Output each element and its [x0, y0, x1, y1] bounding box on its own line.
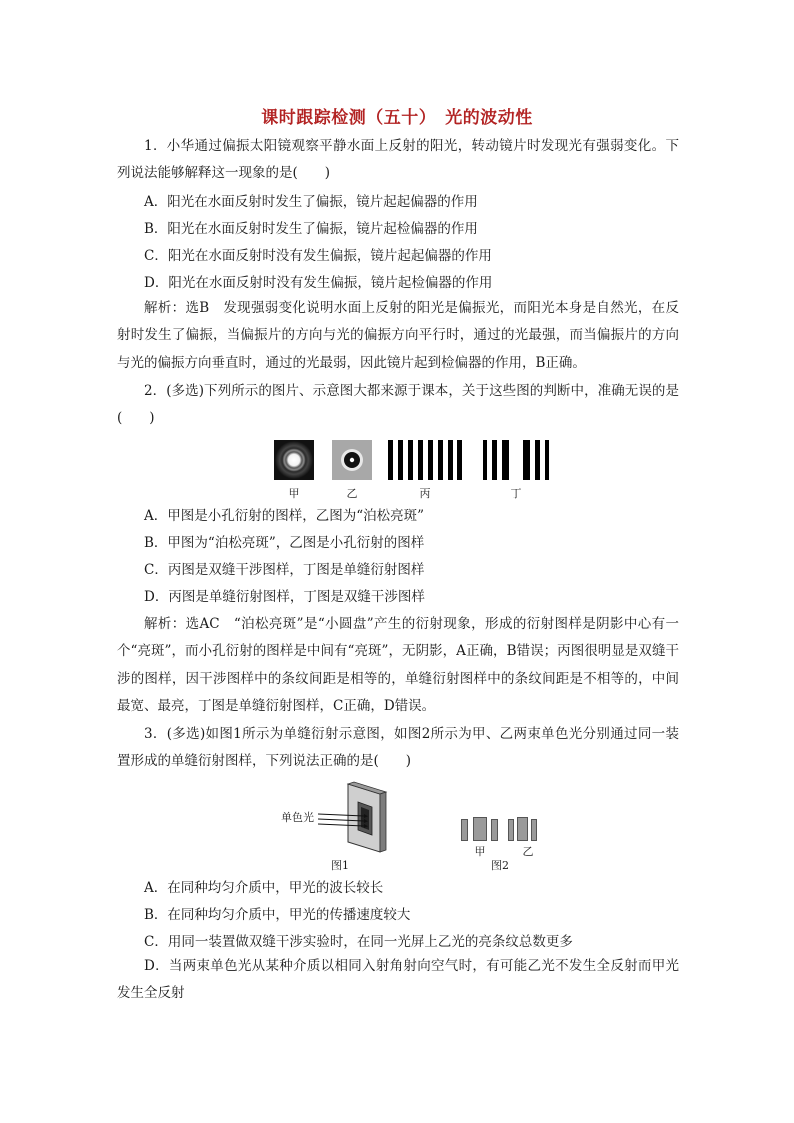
- figure-ding-single-slit: [483, 440, 549, 480]
- q1-stem: 1．小华通过偏振太阳镜观察平静水面上反射的阳光，转动镜片时发现光有强弱变化。下列说法能够解释这一现象的是( ): [117, 138, 679, 182]
- q1-analysis: 解析：选B 发现强弱变化说明水面上反射的阳光是偏振光，而阳光本身是自然光，在反射时发生了偏振，当偏振片的方向与光的偏振方向平行时，通过的光最强，而当偏振片的方向与光的偏振方向垂直时，通过的光最弱，因此镜片起到检偏器的作用，B正确。: [117, 300, 679, 371]
- figure-label-yi: 乙: [346, 487, 358, 500]
- q2-option-c: C．丙图是双缝干涉图样，丁图是单缝衍射图样: [144, 562, 425, 578]
- q1-option-a: A．阳光在水面反射时发生了偏振，镜片起起偏器的作用: [144, 194, 478, 210]
- q2-stem: 2．(多选)下列所示的图片、示意图大都来源于课本，关于这些图的判断中，准确无误的是( ): [117, 383, 679, 427]
- figure-label-jia: 甲: [288, 487, 300, 500]
- figure1-caption: 图1: [331, 859, 349, 872]
- q3-stem: 3．(多选)如图1所示为单缝衍射示意图，如图2所示为甲、乙两束单色光分别通过同一装置形成的单缝衍射图样，下列说法正确的是( ): [117, 726, 679, 770]
- q2-option-a: A．甲图是小孔衍射的图样，乙图为“泊松亮斑”: [144, 508, 425, 524]
- q1-option-c: C．阳光在水面反射时没有发生偏振，镜片起起偏器的作用: [144, 248, 492, 264]
- q3-figure1-slit-setup: [318, 780, 388, 854]
- q2-analysis: 解析：选AC “泊松亮斑”是“小圆盘”产生的衍射现象，形成的衍射图样是阴影中心有一个“亮斑”，而小孔衍射的图样是中间有“亮斑”，无阴影，A正确，B错误；丙图很明显是双缝干涉的图样，因干涉图样中的条纹间距是相等的，单缝衍射图样中的条纹间距是不相等的，中间最宽、最亮，丁图是单缝衍射图样，C正确，D错误。: [117, 616, 679, 715]
- figure-label-ding: 丁: [510, 487, 522, 500]
- page-title: 课时跟踪检测（五十） 光的波动性: [261, 108, 533, 128]
- q3-option-c: C．用同一装置做双缝干涉实验时，在同一光屏上乙光的亮条纹总数更多: [144, 934, 573, 950]
- monochromatic-light-label: 单色光: [281, 811, 314, 824]
- q3-option-b: B．在同种均匀介质中，甲光的传播速度较大: [144, 907, 411, 923]
- figure-jia-hole-diffraction: [274, 440, 314, 480]
- q3-figure2-patterns: [458, 817, 538, 841]
- figure-bing-double-slit: [388, 440, 462, 480]
- q2-option-d: D．丙图是单缝衍射图样，丁图是双缝干涉图样: [144, 589, 425, 605]
- figure-label-bing: 丙: [419, 487, 431, 500]
- q1-option-d: D．阳光在水面反射时没有发生偏振，镜片起检偏器的作用: [144, 275, 493, 291]
- q2-option-b: B．甲图为“泊松亮斑”，乙图是小孔衍射的图样: [144, 535, 425, 551]
- q1-option-b: B．阳光在水面反射时发生了偏振，镜片起检偏器的作用: [144, 221, 478, 237]
- figure2-label-yi: 乙: [522, 845, 534, 858]
- q3-option-a: A．在同种均匀介质中，甲光的波长较长: [144, 880, 384, 896]
- figure-yi-poisson-spot: [332, 440, 372, 480]
- figure2-label-jia: 甲: [474, 845, 486, 858]
- q3-option-d: D．当两束单色光从某种介质以相同入射角射向空气时，有可能乙光不发生全反射而甲光发生全反射: [117, 958, 679, 1002]
- figure2-caption: 图2: [491, 859, 509, 872]
